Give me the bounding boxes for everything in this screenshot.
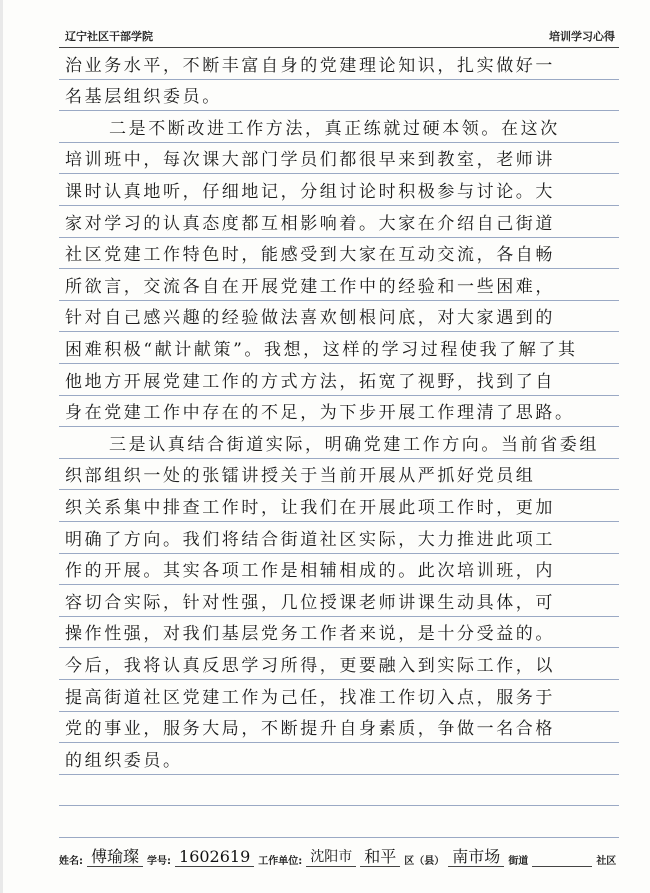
text-line [59, 617, 619, 649]
handwritten-text: 社区党建工作特色时，能感受到大家在互动交流，各自畅 [65, 245, 555, 266]
text-line [59, 48, 619, 80]
text-line [59, 680, 619, 712]
id-value: 1602619 [175, 848, 254, 867]
text-line [59, 427, 619, 459]
handwritten-text: 作的开展。其实各项工作是相辅相成的。此次培训班，内 [65, 561, 555, 582]
handwritten-text: 党的事业，服务大局，不断提升自身素质，争做一名合格 [65, 719, 555, 740]
text-line [59, 332, 619, 364]
unit-label: 工作单位: [258, 856, 303, 867]
id-label: 学号: [147, 856, 172, 867]
text-line [59, 396, 619, 428]
handwritten-text: 二是不断改进工作方法，真正练就过硬本领。在这次 [109, 118, 560, 139]
handwritten-text: 的组织委员。 [65, 750, 183, 771]
text-line [59, 522, 619, 554]
community-blank [532, 850, 592, 867]
text-line [59, 301, 619, 333]
name-value: 傅瑜璨 [87, 848, 143, 867]
text-line [59, 111, 619, 143]
handwritten-text: 治业务水平，不断丰富自身的党建理论知识，扎实做好一 [65, 55, 555, 76]
street-value: 南市场 [448, 848, 504, 867]
text-line [59, 585, 619, 617]
text-line [59, 206, 619, 238]
text-line [59, 174, 619, 206]
district-value: 和平 [360, 848, 400, 867]
community-suffix: 社区 [596, 856, 617, 867]
street-suffix: 街道 [508, 856, 529, 867]
text-line [59, 648, 619, 680]
document-type: 培训学习心得 [549, 30, 615, 43]
handwritten-text: 明确了方向。我们将结合街道社区实际，大力推进此项工 [65, 529, 555, 550]
handwritten-text: 三是认真结合街道实际，明确党建工作方向。当前省委组 [109, 434, 599, 455]
text-line [59, 775, 619, 807]
text-line [59, 490, 619, 522]
handwritten-text: 操作性强，对我们基层党务工作者来说，是十分受益的。 [65, 624, 555, 645]
signature-footer [59, 848, 619, 867]
text-line [59, 143, 619, 175]
text-line [59, 712, 619, 744]
handwritten-text: 困难积极“献计献策”。我想，这样的学习过程使我了解了其 [65, 339, 578, 360]
text-line [59, 459, 619, 491]
text-line [59, 80, 619, 112]
handwritten-text: 织关系集中排查工作时，让我们在开展此项工作时，更加 [65, 497, 555, 518]
writing-lines-area [59, 48, 619, 842]
text-line [59, 806, 619, 838]
text-line [59, 269, 619, 301]
handwritten-text: 提高街道社区党建工作为己任，找准工作切入点，服务于 [65, 687, 555, 708]
school-name: 辽宁社区干部学院 [65, 30, 153, 43]
handwritten-text: 所欲言，交流各自在开展党建工作中的经验和一些困难， [65, 276, 555, 297]
handwritten-text: 课时认真地听，仔细地记，分组讨论时积极参与讨论。大 [65, 181, 555, 202]
city-value: 沈阳市 [306, 848, 356, 867]
text-line [59, 238, 619, 270]
text-line [59, 743, 619, 775]
text-line [59, 364, 619, 396]
handwritten-text: 身在党建工作中存在的不足，为下步开展工作理清了思路。 [65, 403, 575, 424]
handwritten-text: 今后，我将认真反思学习所得，更要融入到实际工作，以 [65, 655, 555, 676]
district-suffix: 区（县） [404, 856, 445, 867]
handwritten-text: 针对自己感兴趣的经验做法喜欢刨根问底，对大家遇到的 [65, 308, 555, 329]
name-label: 姓名: [59, 856, 83, 867]
handwritten-text: 织部组织一处的张镭讲授关于当前开展从严抓好党员组 [65, 466, 536, 487]
handwritten-text: 培训班中，每次课大部门学员们都很早来到教室，老师讲 [65, 150, 555, 171]
handwritten-text: 他地方开展党建工作的方式方法，拓宽了视野，找到了自 [65, 371, 555, 392]
handwritten-text: 容切合实际，针对性强，几位授课老师讲课生动具体，可 [65, 592, 555, 613]
handwritten-text: 家对学习的认真态度都互相影响着。大家在介绍自己街道 [65, 213, 555, 234]
handwritten-text: 名基层组织委员。 [65, 87, 222, 108]
text-line [59, 554, 619, 586]
